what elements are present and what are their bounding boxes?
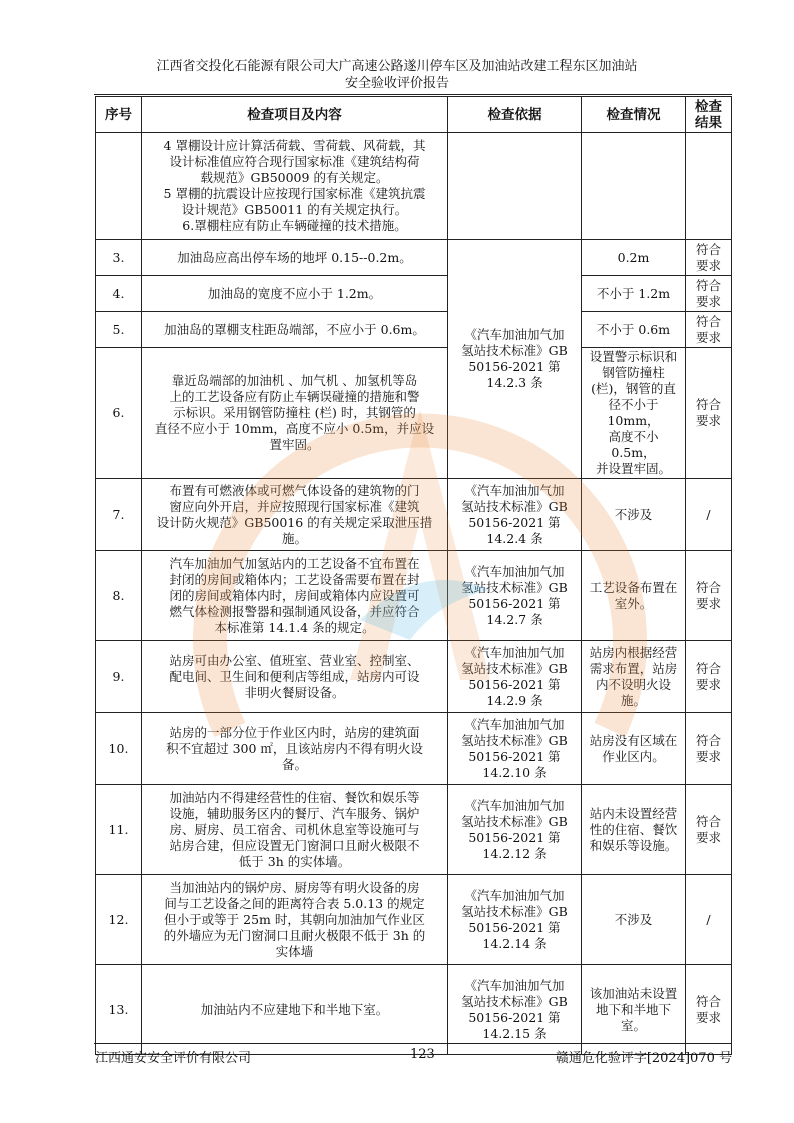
item-line: 但小于或等于 25m 时，其朝向加油加气作业区: [164, 911, 425, 927]
item-line: 积不宜超过 300 ㎡，且该站房内不得有明火设: [166, 740, 423, 756]
basis-line: 《汽车加油加气加: [464, 716, 565, 732]
cell-status: [582, 713, 686, 785]
cell-basis: [448, 965, 582, 1055]
cell-item: [142, 875, 448, 965]
cell-no: 8.: [96, 551, 142, 641]
item-line: 当加油站内的锅炉房、厨房等有明火设备的房: [169, 879, 420, 895]
cell-basis: [448, 875, 582, 965]
footer-rule: [94, 1043, 732, 1044]
result-line: 要求: [695, 293, 721, 309]
basis-line: 《汽车加油加气加: [464, 977, 565, 993]
col-header-no: 序号: [96, 97, 142, 133]
basis-line: 《汽车加油加气加: [464, 797, 565, 813]
status-line: 站内未设置经营: [589, 805, 678, 821]
table-row: [96, 875, 732, 965]
result-line: 符合: [695, 993, 721, 1009]
result-line: /: [706, 911, 711, 927]
basis-line: 14.2.12 条: [482, 845, 547, 861]
col-header-basis: 检查依据: [448, 97, 582, 133]
result-line: 要求: [695, 748, 721, 764]
table-row: [96, 312, 732, 348]
basis-line: 氢站技术标准》GB: [461, 498, 568, 514]
cell-item: [142, 479, 448, 551]
table-row: [96, 965, 732, 1055]
table-row: [96, 713, 732, 785]
table-header-row: [96, 97, 732, 133]
basis-line: 14.2.4 条: [486, 530, 543, 546]
status-line: 0.2m: [617, 249, 650, 265]
report-title-line1: 江西省交投化石能源有限公司大广高速公路遂川停车区及加油站改建工程东区加油站: [156, 59, 638, 74]
result-line: 符合: [695, 241, 721, 257]
cell-result: [686, 785, 732, 875]
cell-item: [142, 312, 448, 348]
item-line: 汽车加油加气加氢站内的工艺设备不宜布置在: [169, 555, 420, 571]
cell-status: [582, 785, 686, 875]
cell-basis: [448, 133, 582, 240]
cell-basis: [448, 713, 582, 785]
cell-no: [96, 133, 142, 240]
item-line: 设计标准值应符合现行国家标准《建筑结构荷: [169, 154, 420, 169]
cell-no: 13.: [96, 965, 142, 1055]
basis-line: 氢站技术标准》GB: [461, 660, 568, 676]
cell-basis: [448, 641, 582, 713]
status-line: 钢管防撞柱: [602, 365, 665, 380]
status-line: 工艺设备布置在: [589, 579, 678, 595]
item-line: 备。: [281, 756, 307, 772]
status-line: 该加油站未设置: [589, 985, 678, 1001]
col-header-result-l1: 检查: [695, 98, 722, 115]
basis-line: 氢站技术标准》GB: [461, 813, 568, 829]
table-row: [96, 551, 732, 641]
table-row: [96, 240, 732, 276]
item-line: 施。: [281, 530, 307, 546]
footer-company: 江西通安安全评价有限公司: [95, 1051, 252, 1066]
cell-result: [686, 713, 732, 785]
status-line: 室。: [620, 1017, 646, 1033]
status-line: 需求布置，站房: [589, 660, 678, 676]
result-line: /: [706, 506, 711, 522]
result-line: 符合: [695, 813, 721, 829]
cell-no: 3.: [96, 240, 142, 276]
cell-item: [142, 240, 448, 276]
result-line: 符合: [695, 579, 721, 595]
item-line: 上的工艺设备应有防止车辆误碰撞的措施和警: [169, 389, 420, 404]
status-line: 站房内根据经营: [589, 644, 678, 660]
basis-line: 氢站技术标准》GB: [461, 993, 568, 1009]
cell-item: [142, 785, 448, 875]
item-line: 加油岛应高出停车场的地坪 0.15--0.2m。: [177, 249, 412, 265]
cell-basis-merged: [448, 240, 582, 479]
result-line: 要求: [695, 257, 721, 273]
table-row: [96, 348, 732, 479]
item-line: 4 罩棚设计应计算活荷载、雪荷载、风荷载，其: [163, 138, 426, 153]
cell-item: [142, 133, 448, 240]
cell-result: [686, 875, 732, 965]
footer-doc-number: 赣通危化验评字[2024]070 号: [555, 1051, 732, 1066]
item-line: 载规范》GB50009 的有关规定。: [200, 170, 389, 185]
basis-line: 50156-2021 第: [468, 748, 561, 764]
cell-status: [582, 348, 686, 479]
status-line: 不涉及: [614, 506, 653, 522]
cell-result: [686, 479, 732, 551]
cell-item: [142, 348, 448, 479]
cell-result: [686, 965, 732, 1055]
cell-result: [686, 312, 732, 348]
cell-status: [582, 875, 686, 965]
result-line: 要求: [695, 329, 721, 345]
table-row: [96, 785, 732, 875]
item-line: 的外墙应为无门窗洞口且耐火极限不低于 3h 的: [163, 927, 426, 943]
status-line: 高度不小 0.5m，: [608, 429, 659, 460]
cell-result: [686, 348, 732, 479]
footer-page-number: 123: [410, 1047, 435, 1062]
basis-line: 《汽车加油加气加: [464, 327, 565, 342]
item-line: 站房可由办公室、值班室、营业室、控制室、: [169, 652, 420, 668]
status-line: 不涉及: [614, 911, 653, 927]
item-line: 燃气体检测报警器和强制通风设备，并应符合: [169, 603, 420, 619]
item-line: 房、厨房、员工宿舍、司机休息室等设施可与: [169, 821, 420, 837]
status-line: 和娱乐等设施。: [589, 837, 678, 853]
cell-status: [582, 479, 686, 551]
item-line: 低于 3h 的实体墙。: [238, 853, 351, 869]
status-line: 不小于 0.6m: [596, 321, 671, 337]
cell-basis: [448, 551, 582, 641]
item-line: 本标准第 14.1.4 条的规定。: [214, 619, 375, 635]
status-line: 径不小于 10mm，: [607, 397, 660, 428]
status-line: 性的住宿、餐饮: [589, 821, 678, 837]
cell-status: [582, 312, 686, 348]
col-header-result-l2: 结果: [695, 114, 722, 131]
status-line: 设置警示标识和: [589, 349, 678, 364]
status-line: (栏)，钢管的直: [591, 381, 676, 396]
item-line: 示标识。采用钢管防撞柱 (栏) 时，其钢管的: [173, 405, 416, 420]
basis-line: 14.2.9 条: [486, 692, 543, 708]
item-line: 非明火餐厨设备。: [244, 684, 345, 700]
item-line: 加油站内不应建地下和半地下室。: [200, 1001, 389, 1017]
cell-status: [582, 133, 686, 240]
item-line: 间与工艺设备之间的距离符合表 5.0.13 的规定: [164, 895, 425, 911]
col-header-item: 检查项目及内容: [142, 97, 448, 133]
result-line: 符合: [695, 313, 721, 329]
col-header-status: 检查情况: [582, 97, 686, 133]
item-line: 设计防火规范》GB50016 的有关规定采取泄压措: [156, 514, 433, 530]
table-row: [96, 276, 732, 312]
page-header: [0, 58, 794, 92]
status-line: 地下和半地下: [595, 1001, 671, 1017]
result-line: 要求: [695, 829, 721, 845]
status-line: 作业区内。: [602, 748, 665, 764]
item-line: 站房合建，但应设置无门窗洞口且耐火极限不: [169, 837, 420, 853]
status-line: 并设置牢固。: [595, 461, 671, 476]
basis-line: 氢站技术标准》GB: [461, 343, 568, 358]
result-line: 要求: [695, 1009, 721, 1025]
inspection-table: [95, 96, 732, 1055]
table-row: [96, 479, 732, 551]
item-line: 加油岛的罩棚支柱距岛端部，不应小于 0.6m。: [164, 321, 425, 337]
item-line: 配电间、卫生间和便利店等组成，站房内可设: [169, 668, 420, 684]
cell-basis: [448, 785, 582, 875]
basis-line: 50156-2021 第: [468, 676, 561, 692]
basis-line: 50156-2021 第: [468, 514, 561, 530]
basis-line: 14.2.14 条: [482, 935, 547, 951]
basis-line: 氢站技术标准》GB: [461, 903, 568, 919]
item-line: 5 罩棚的抗震设计应按现行国家标准《建筑抗震: [163, 186, 426, 201]
basis-line: 氢站技术标准》GB: [461, 732, 568, 748]
item-line: 封闭的房间或箱体内；工艺设备需要布置在封: [169, 571, 420, 587]
status-line: 站房没有区域在: [589, 732, 678, 748]
table-row: [96, 133, 732, 240]
cell-no: 11.: [96, 785, 142, 875]
basis-line: 《汽车加油加气加: [464, 482, 565, 498]
report-title-line2: 安全验收评价报告: [344, 76, 449, 91]
basis-line: 《汽车加油加气加: [464, 887, 565, 903]
item-line: 靠近岛端部的加油机 、加气机 、加氢机等岛: [171, 373, 418, 388]
item-line: 布置有可燃液体或可燃气体设备的建筑物的门: [169, 482, 420, 498]
col-header-result: [686, 97, 732, 133]
status-line: 室外。: [614, 595, 653, 611]
item-line: 加油站内不得建经营性的住宿、餐饮和娱乐等: [169, 789, 420, 805]
result-line: 要求: [695, 413, 721, 428]
result-line: 要求: [695, 676, 721, 692]
result-line: 要求: [695, 595, 721, 611]
cell-result: [686, 276, 732, 312]
basis-line: 50156-2021 第: [468, 919, 561, 935]
result-line: 符合: [695, 732, 721, 748]
basis-line: 14.2.10 条: [482, 764, 547, 780]
item-line: 直径不应小于 10mm，高度不应小 0.5m，并应设: [154, 421, 435, 436]
item-line: 窗应向外开启，并应按照现行国家标准《建筑: [169, 498, 420, 514]
item-line: 闭的房间或箱体内时，房间或箱体内应设置可: [169, 587, 420, 603]
cell-item: [142, 276, 448, 312]
cell-no: 10.: [96, 713, 142, 785]
item-line: 加油岛的宽度不应小于 1.2m。: [207, 285, 382, 301]
status-line: 内不设明火设施。: [595, 676, 671, 708]
basis-line: 《汽车加油加气加: [464, 563, 565, 579]
cell-no: 4.: [96, 276, 142, 312]
cell-result: [686, 551, 732, 641]
cell-status: [582, 240, 686, 276]
basis-line: 14.2.3 条: [486, 375, 543, 390]
cell-status: [582, 551, 686, 641]
item-line: 站房的一部分位于作业区内时，站房的建筑面: [169, 724, 420, 740]
cell-status: [582, 276, 686, 312]
item-line: 设计规范》GB50011 的有关规定执行。: [181, 202, 408, 217]
cell-no: 6.: [96, 348, 142, 479]
cell-item: [142, 551, 448, 641]
cell-no: 7.: [96, 479, 142, 551]
basis-line: 《汽车加油加气加: [464, 644, 565, 660]
cell-status: [582, 965, 686, 1055]
basis-line: 14.2.7 条: [486, 611, 543, 627]
item-line: 设施，辅助服务区内的餐厅、汽车服务、锅炉: [169, 805, 420, 821]
item-line: 置牢固。: [269, 437, 320, 452]
cell-no: 5.: [96, 312, 142, 348]
cell-item: [142, 965, 448, 1055]
table-row: [96, 641, 732, 713]
basis-line: 50156-2021 第: [468, 829, 561, 845]
status-line: 不小于 1.2m: [596, 285, 671, 301]
cell-item: [142, 641, 448, 713]
cell-result: [686, 641, 732, 713]
item-line: 6.罩棚柱应有防止车辆碰撞的技术措施。: [182, 218, 407, 233]
result-line: 符合: [695, 277, 721, 293]
cell-result: [686, 240, 732, 276]
basis-line: 氢站技术标准》GB: [461, 579, 568, 595]
basis-line: 14.2.15 条: [482, 1025, 547, 1041]
result-line: 符合: [695, 660, 721, 676]
cell-basis: [448, 479, 582, 551]
basis-line: 50156-2021 第: [468, 359, 561, 374]
header-rule: [94, 94, 732, 95]
basis-line: 50156-2021 第: [468, 1009, 561, 1025]
basis-line: 50156-2021 第: [468, 595, 561, 611]
result-line: 符合: [695, 397, 721, 412]
cell-status: [582, 641, 686, 713]
cell-no: 9.: [96, 641, 142, 713]
cell-result: [686, 133, 732, 240]
cell-no: 12.: [96, 875, 142, 965]
cell-item: [142, 713, 448, 785]
item-line: 实体墙: [275, 943, 314, 959]
